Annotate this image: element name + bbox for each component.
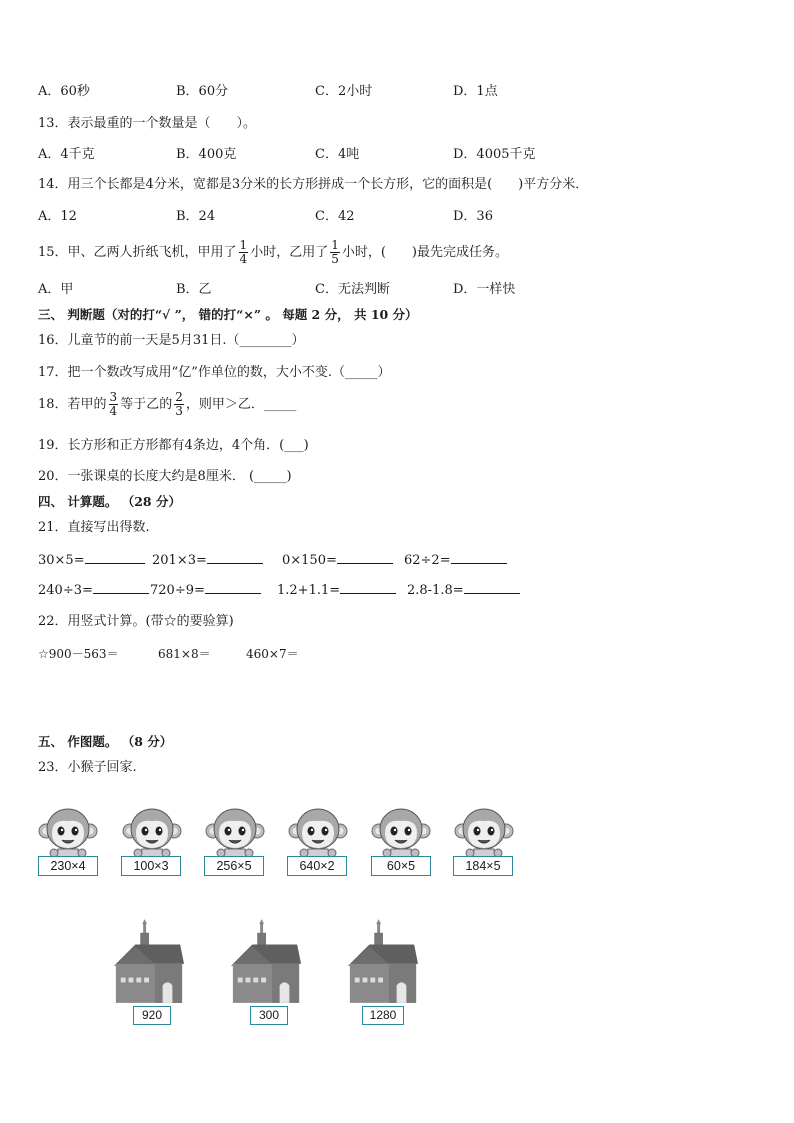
- section-4-heading: 四、 计算题。 （28 分）: [38, 494, 181, 509]
- q14-option-c: C．42: [315, 209, 355, 224]
- answer-blank: [85, 563, 145, 564]
- q15-part1: 15．甲、乙两人折纸飞机，甲用了: [38, 245, 237, 260]
- q15-part3: 小时，( )最先完成任务。: [341, 245, 508, 260]
- q13-option-a: A．4千克: [38, 147, 95, 162]
- q15-frac1-numerator: 1: [239, 238, 248, 252]
- q18-frac1-denominator: 4: [109, 404, 118, 418]
- q15-option-c: C．无法判断: [315, 282, 390, 297]
- q21-text: 21．直接写出得数.: [38, 520, 150, 535]
- q16-text: 16．儿童节的前一天是5月31日.（________）: [38, 333, 305, 348]
- q15-option-a: A．甲: [38, 282, 74, 297]
- q12-option-d: D．1点: [453, 84, 498, 99]
- q18-frac2-numerator: 2: [175, 390, 183, 404]
- q14-option-a: A．12: [38, 209, 77, 224]
- q15-fraction-2: [330, 239, 340, 266]
- q21-calc-4: [404, 553, 507, 569]
- house-icon: [229, 918, 303, 1004]
- q15-frac2-numerator: 1: [331, 238, 339, 252]
- answer-blank: [451, 563, 507, 564]
- q22-text: 22．用竖式计算。(带☆的要验算): [38, 614, 234, 629]
- q21-expr: 1.2+1.1=: [277, 583, 341, 598]
- q18-part3: ，则甲＞乙．_____: [185, 397, 297, 412]
- monkey-expression-box: 184×5: [453, 856, 513, 876]
- q15-text: [38, 236, 508, 270]
- q13-option-d: D．4005千克: [453, 147, 536, 162]
- q14-text: 14．用三个长都是4分米，宽都是3分米的长方形拼成一个长方形，它的面积是( )平方分米．: [38, 177, 589, 192]
- q13-option-c: C．4吨: [315, 147, 360, 162]
- q21-expr: 240÷3=: [38, 583, 93, 598]
- section-3-heading: 三、 判断题（对的打“√ ”， 错的打“×” 。 每题 2 分， 共 10 分）: [38, 307, 418, 322]
- answer-blank: [340, 593, 396, 594]
- q15-option-b: B．乙: [176, 282, 212, 297]
- q18-frac2-denominator: 3: [175, 404, 183, 418]
- q23-text: 23．小猴子回家.: [38, 760, 137, 775]
- q21-expr: 201×3=: [152, 553, 207, 568]
- q13-option-b: B．400克: [176, 147, 237, 162]
- monkey-expression-box: 256×5: [204, 856, 264, 876]
- q18-part1: 18．若甲的: [38, 397, 107, 412]
- answer-blank: [207, 563, 263, 564]
- q14-option-d: D．36: [453, 209, 493, 224]
- q15-frac1-denominator: 4: [239, 252, 248, 266]
- house-icon: [112, 918, 186, 1004]
- q21-expr: 720÷9=: [150, 583, 205, 598]
- q18-part2: 等于乙的: [120, 397, 173, 412]
- q22-item-1: ☆900－563＝: [38, 647, 119, 661]
- q21-calc-3: [282, 553, 393, 569]
- q19-text: 19．长方形和正方形都有4条边，4个角．(___): [38, 438, 309, 453]
- q12-option-c: C．2小时: [315, 84, 373, 99]
- q18-frac1-numerator: 3: [109, 390, 118, 404]
- section-5-heading: 五、 作图题。 （8 分）: [38, 734, 173, 749]
- q17-text: 17．把一个数改写成用“亿”作单位的数，大小不变.（_____）: [38, 365, 391, 380]
- q21-calc-6: [150, 583, 261, 599]
- q14-option-b: B．24: [176, 209, 216, 224]
- q13-text: 13．表示最重的一个数量是（ ）。: [38, 116, 257, 131]
- house-icon: [346, 918, 420, 1004]
- q15-part2: 小时，乙用了: [250, 245, 329, 260]
- q15-option-d: D．一样快: [453, 282, 516, 297]
- monkey-expression-box: 100×3: [121, 856, 181, 876]
- q22-item-3: 460×7＝: [246, 647, 299, 661]
- q21-expr: 0×150=: [282, 553, 337, 568]
- answer-blank: [337, 563, 393, 564]
- monkey-expression-box: 60×5: [371, 856, 431, 876]
- q18-text: [38, 388, 296, 422]
- house-number-box: 920: [133, 1006, 171, 1025]
- q21-calc-2: [152, 553, 263, 569]
- q12-option-b: B．60分: [176, 84, 229, 99]
- house-number-box: 300: [250, 1006, 288, 1025]
- q21-expr: 30×5=: [38, 553, 85, 568]
- q20-text: 20．一张课桌的长度大约是8厘米． (_____): [38, 469, 292, 484]
- q12-option-a: A．60秒: [38, 84, 90, 99]
- answer-blank: [93, 593, 149, 594]
- q21-calc-8: [407, 583, 520, 599]
- monkey-expression-box: 640×2: [287, 856, 347, 876]
- house-number-box: 1280: [362, 1006, 404, 1025]
- q15-frac2-denominator: 5: [331, 252, 339, 266]
- answer-blank: [205, 593, 261, 594]
- q18-fraction-2: [174, 391, 184, 418]
- q21-calc-5: [38, 583, 149, 599]
- q21-calc-1: [38, 553, 145, 569]
- q21-calc-7: [277, 583, 396, 599]
- q15-fraction-1: [239, 239, 249, 266]
- monkey-expression-box: 230×4: [38, 856, 98, 876]
- q21-expr: 2.8-1.8=: [407, 583, 464, 598]
- q18-fraction-1: [109, 391, 119, 418]
- q22-item-2: 681×8＝: [158, 647, 211, 661]
- q21-expr: 62÷2=: [404, 553, 451, 568]
- answer-blank: [464, 593, 520, 594]
